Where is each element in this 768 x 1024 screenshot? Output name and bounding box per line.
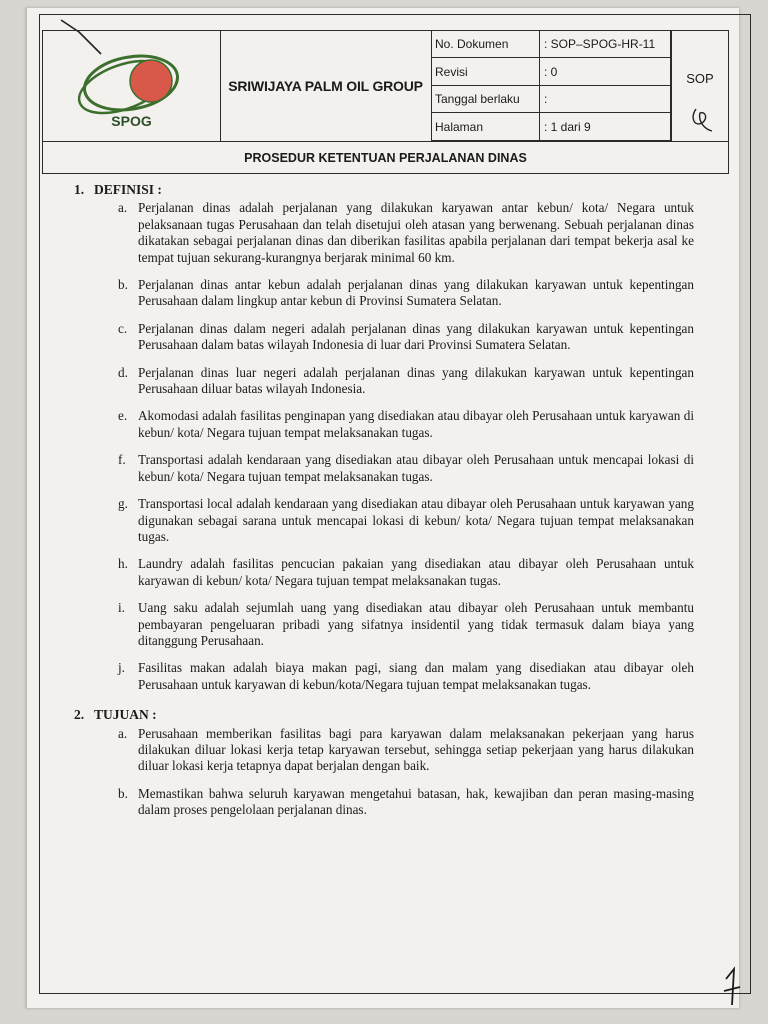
item-letter: c. xyxy=(118,320,128,336)
section-title: TUJUAN : xyxy=(94,707,157,723)
list-item xyxy=(118,408,694,441)
logo-cell xyxy=(43,31,221,141)
sop-label: SOP xyxy=(686,71,714,86)
meta-label: Halaman xyxy=(431,113,540,141)
document-title: PROSEDUR KETENTUAN PERJALANAN DINAS xyxy=(43,141,728,173)
list-item xyxy=(118,660,694,693)
section-tujuan xyxy=(74,707,694,818)
meta-row xyxy=(431,113,671,141)
item-letter: g. xyxy=(118,496,128,512)
meta-value: : xyxy=(540,85,671,113)
meta-row xyxy=(431,58,671,86)
item-text: Akomodasi adalah fasilitas penginapan yang disediakan atau dibayar oleh Perusahaan untuk karyawan di kebun/ kota/ Negara tujuan tempat melaksanakan tugas. xyxy=(138,408,694,440)
list-item xyxy=(118,452,694,485)
page-initial-mark xyxy=(720,965,750,1010)
item-letter: e. xyxy=(118,408,128,424)
meta-row xyxy=(431,31,671,58)
list-item xyxy=(118,321,694,354)
meta-value: : SOP–SPOG-HR-11 xyxy=(540,31,671,58)
item-text: Perjalanan dinas antar kebun adalah perjalanan dinas yang dilakukan karyawan untuk kepentingan Perusahaan dalam lingkup antar kebun di Provinsi Sumatera Selatan. xyxy=(138,277,694,309)
meta-row xyxy=(431,85,671,113)
item-letter: a. xyxy=(118,725,128,741)
logo-text: SPOG xyxy=(111,113,152,129)
item-text: Uang saku adalah sejumlah uang yang disediakan atau dibayar oleh Perusahaan untuk membantu pembayaran pengeluaran pribadi yang sifatnya insidentil yang tidak termasuk dalam biaya yang ditanggung Perusahaan. xyxy=(138,600,694,648)
section-heading xyxy=(74,182,694,198)
meta-value: : 0 xyxy=(540,58,671,86)
item-letter: j. xyxy=(118,660,125,676)
item-text: Fasilitas makan adalah biaya makan pagi, siang dan malam yang disediakan atau dibayar oleh Perusahaan untuk karyawan di kebun/kota/Negara tujuan tempat melaksanakan tugas. xyxy=(138,660,694,692)
meta-label: No. Dokumen xyxy=(431,31,540,58)
list-item xyxy=(118,556,694,589)
item-text: Perjalanan dinas luar negeri adalah perjalanan dinas yang dilakukan karyawan untuk kepentingan Perusahaan diluar batas wilayah Indonesia. xyxy=(138,364,694,397)
document-meta-table xyxy=(431,31,671,141)
list-item xyxy=(118,277,694,310)
section-definisi xyxy=(74,182,694,693)
item-text: Perjalanan dinas dalam negeri adalah perjalanan dinas yang dilakukan karyawan untuk kepentingan Perusahaan dalam batas wilayah Indonesia di luar dari Provinsi Sumatera Selatan. xyxy=(138,320,694,353)
section-number: 2. xyxy=(74,707,85,723)
sop-cell xyxy=(671,31,728,141)
list-item xyxy=(118,786,694,819)
document-header xyxy=(42,30,729,174)
company-name: SRIWIJAYA PALM OIL GROUP xyxy=(220,31,432,141)
list-item xyxy=(118,365,694,398)
section-heading xyxy=(74,707,694,723)
list-item xyxy=(118,726,694,775)
meta-label: Tanggal berlaku xyxy=(431,85,540,113)
section-number: 1. xyxy=(74,182,85,197)
item-letter: h. xyxy=(118,556,128,572)
item-letter: f. xyxy=(118,452,126,468)
item-text: Transportasi local adalah kendaraan yang disediakan atau dibayar oleh Perusahaan untuk karyawan yang digunakan sebagai sarana untuk mencapai lokasi di kebun/ kota/ Negara tujuan tempat melaksanakan tugas. xyxy=(138,496,694,544)
meta-value: : 1 dari 9 xyxy=(540,113,671,141)
section-title: DEFINISI : xyxy=(94,182,162,197)
item-text: Transportasi adalah kendaraan yang disediakan atau dibayar oleh Perusahaan untuk mencapai lokasi di kebun/ kota/ Negara tujuan tempat melaksanakan tugas. xyxy=(138,452,694,484)
item-letter: b. xyxy=(118,277,128,293)
item-letter: d. xyxy=(118,364,128,380)
item-text: Perjalanan dinas adalah perjalanan yang dilakukan karyawan antar kebun/ kota/ Negara untuk pelaksanaan tugas Perusahaan dan telah disetujui oleh atasan yang berwenang. Sebuah perjalanan dinas dikatakan sebagai perjalanan dinas dan diberikan fasilitas apabila perjalanan dari tempat bekerja asal ke tempat tujuan sekurang-kurangnya berjarak minimal 60 km. xyxy=(138,200,694,265)
item-letter: a. xyxy=(118,200,128,216)
document-body xyxy=(74,182,694,830)
initial-signature xyxy=(688,105,718,135)
list-item xyxy=(118,200,694,266)
item-letter: b. xyxy=(118,785,128,801)
item-text: Perusahaan memberikan fasilitas bagi para karyawan dalam melaksanakan pekerjaan yang harus dilakukan diluar lokasi kerja tetap karyawan tersebut, sehingga setiap pekerjaan yang harus dilakukan diluar lokasi kerja tetapnya dapat berjalan dengan baik. xyxy=(138,725,694,774)
list-item xyxy=(118,496,694,545)
item-text: Memastikan bahwa seluruh karyawan mengetahui batasan, hak, kewajiban dan peran masing-masing dalam proses pengelolaan perjalanan dinas. xyxy=(138,785,694,818)
item-text: Laundry adalah fasilitas pencucian pakaian yang disediakan atau dibayar oleh Perusahaan untuk karyawan di kebun/ kota/ Negara tujuan tempat melaksanakan tugas. xyxy=(138,556,694,588)
list-item xyxy=(118,600,694,649)
meta-label: Revisi xyxy=(431,58,540,86)
item-letter: i. xyxy=(118,600,125,616)
